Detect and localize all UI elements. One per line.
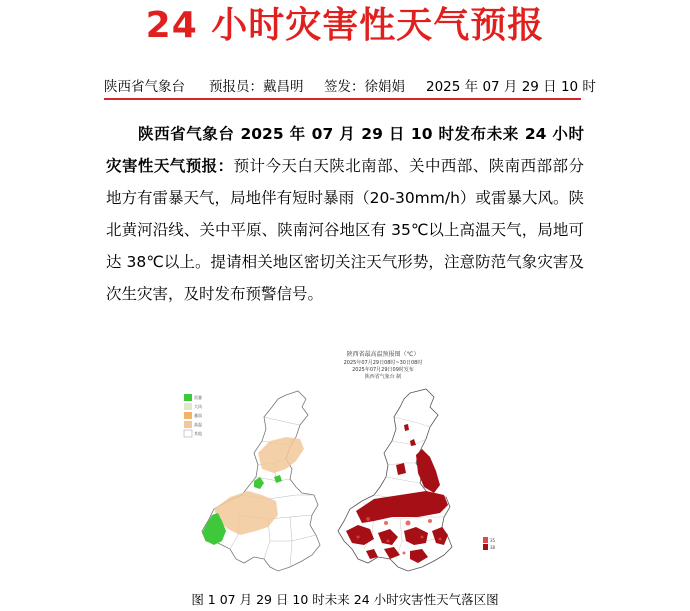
forecast-body [106,118,584,310]
legend-swatch-other [184,430,192,437]
right-map-valid-time: 2025年07月29日08时~30日08时 [343,360,423,366]
legend-label-storm: 雷暴 [194,395,202,400]
figure-caption: 图 1 07 月 29 日 10 时未来 24 小时灾害性天气落区图 [191,592,499,607]
forecast-figure [178,345,522,587]
right-map-producer: 陕西省气象台 制 [364,374,402,380]
issuing-organization: 陕西省气象台 [104,79,185,95]
header-divider [104,98,581,100]
left-map-legend [184,394,202,437]
issue-info-bar [104,76,596,98]
right-legend-35: 35 [490,538,496,543]
left-hazard-map [184,391,320,571]
forecast-lead: 陕西省气象台 2025 年 07 月 29 日 10 时发布未来 24 小时灾害性天气预报： [106,125,584,175]
legend-label-heat: 高温 [194,422,202,427]
legend-swatch-rain [184,412,192,419]
right-map-issue-time: 2025年07月29日09时发布 [352,367,414,373]
legend-label-rain: 暴雨 [194,413,202,418]
legend-label-wind: 大风 [194,404,202,409]
page-title: 24 小时灾害性天气预报 [145,5,545,46]
right-map-title: 陕西省最高温预报图（℃） [346,351,420,358]
issuer: 签发：徐娟娟 [324,79,405,95]
figure-maps [178,345,522,587]
legend-swatch-storm [184,394,192,401]
legend-label-other: 其他 [194,431,202,436]
issue-time: 2025 年 07 月 29 日 10 时 [426,79,596,95]
right-legend-38: 38 [490,545,496,550]
forecast-text: 预计今天白天陕北南部、关中西部、陕南西部部分地方有雷暴天气，局地伴有短时暴雨（20-30mm/h）或雷暴大风。陕北黄河沿线、关中平原、陕南河谷地区有 35℃以上高温天气，局地可达 38℃以上。提请相关地区密切关注天气形势，注意防范气象灾害及次生灾害，及时发布预警信号。 [106,157,584,303]
legend-swatch-heat [184,421,192,428]
legend-swatch-wind [184,403,192,410]
forecaster: 预报员：戴昌明 [209,79,304,95]
right-map-legend [483,537,496,550]
right-temperature-map [338,389,496,571]
